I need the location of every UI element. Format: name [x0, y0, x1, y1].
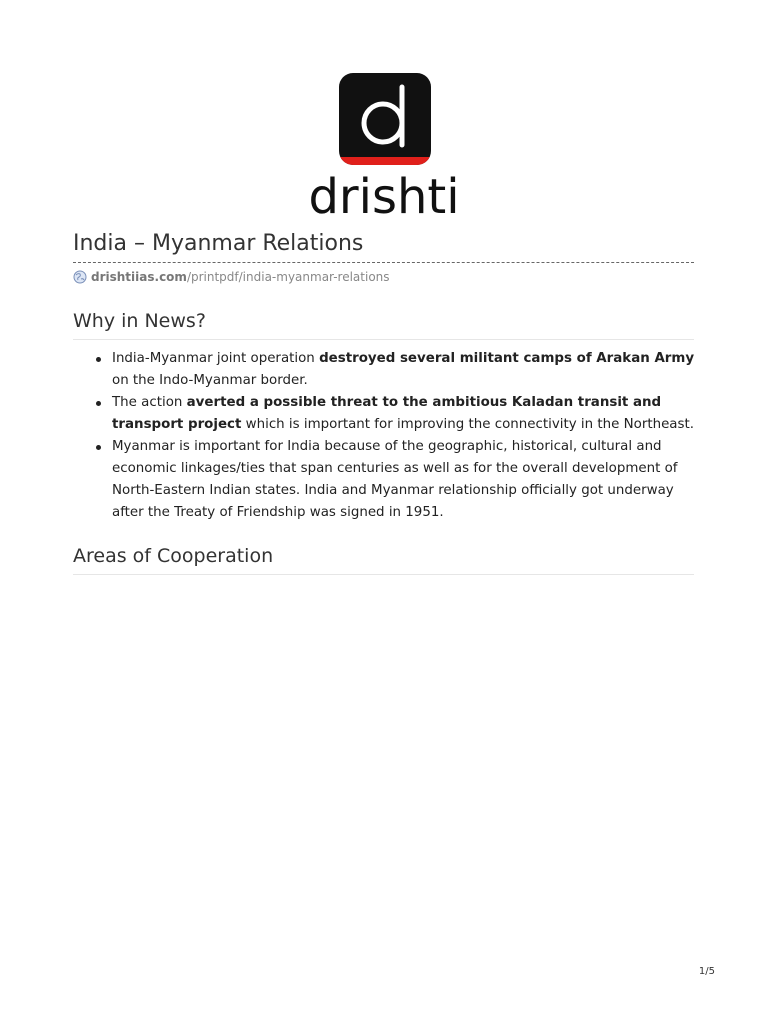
section-divider [73, 339, 694, 340]
title-divider [73, 262, 694, 263]
page-number: 1/5 [698, 966, 715, 977]
news-bullet-list [112, 348, 702, 524]
logo-wordmark: drishti [308, 169, 460, 225]
page-title: India – Myanmar Relations [73, 231, 364, 256]
section-heading-areas-of-cooperation: Areas of Cooperation [73, 545, 274, 567]
bullet-dot-icon [96, 401, 101, 406]
list-item: Myanmar is important for India because of the geographic, historical, cultural and economic linkages/ties that span centuries as well as for the overall development of North-Eastern Indian states. India and Myanmar relationship officially got underway after the Treaty of Friendship was signed in 1951. [112, 436, 702, 524]
source-domain: drishtiias.com [91, 270, 187, 284]
list-item: The action averted a possible threat to the ambitious Kaladan transit and transport project which is important for improving the connectivity in the Northeast. [112, 392, 702, 436]
section-heading-why-in-news: Why in News? [73, 310, 206, 332]
bullet-dot-icon [96, 357, 101, 362]
bullet-dot-icon [96, 445, 101, 450]
section-divider [73, 574, 694, 575]
drishti-logo [339, 73, 431, 165]
source-link[interactable] [73, 268, 390, 286]
source-path: /printpdf/india-myanmar-relations [186, 270, 390, 284]
globe-icon [73, 270, 87, 284]
list-item: India-Myanmar joint operation destroyed several militant camps of Arakan Army on the Indo-Myanmar border. [112, 348, 702, 392]
logo-d-icon [339, 73, 431, 165]
